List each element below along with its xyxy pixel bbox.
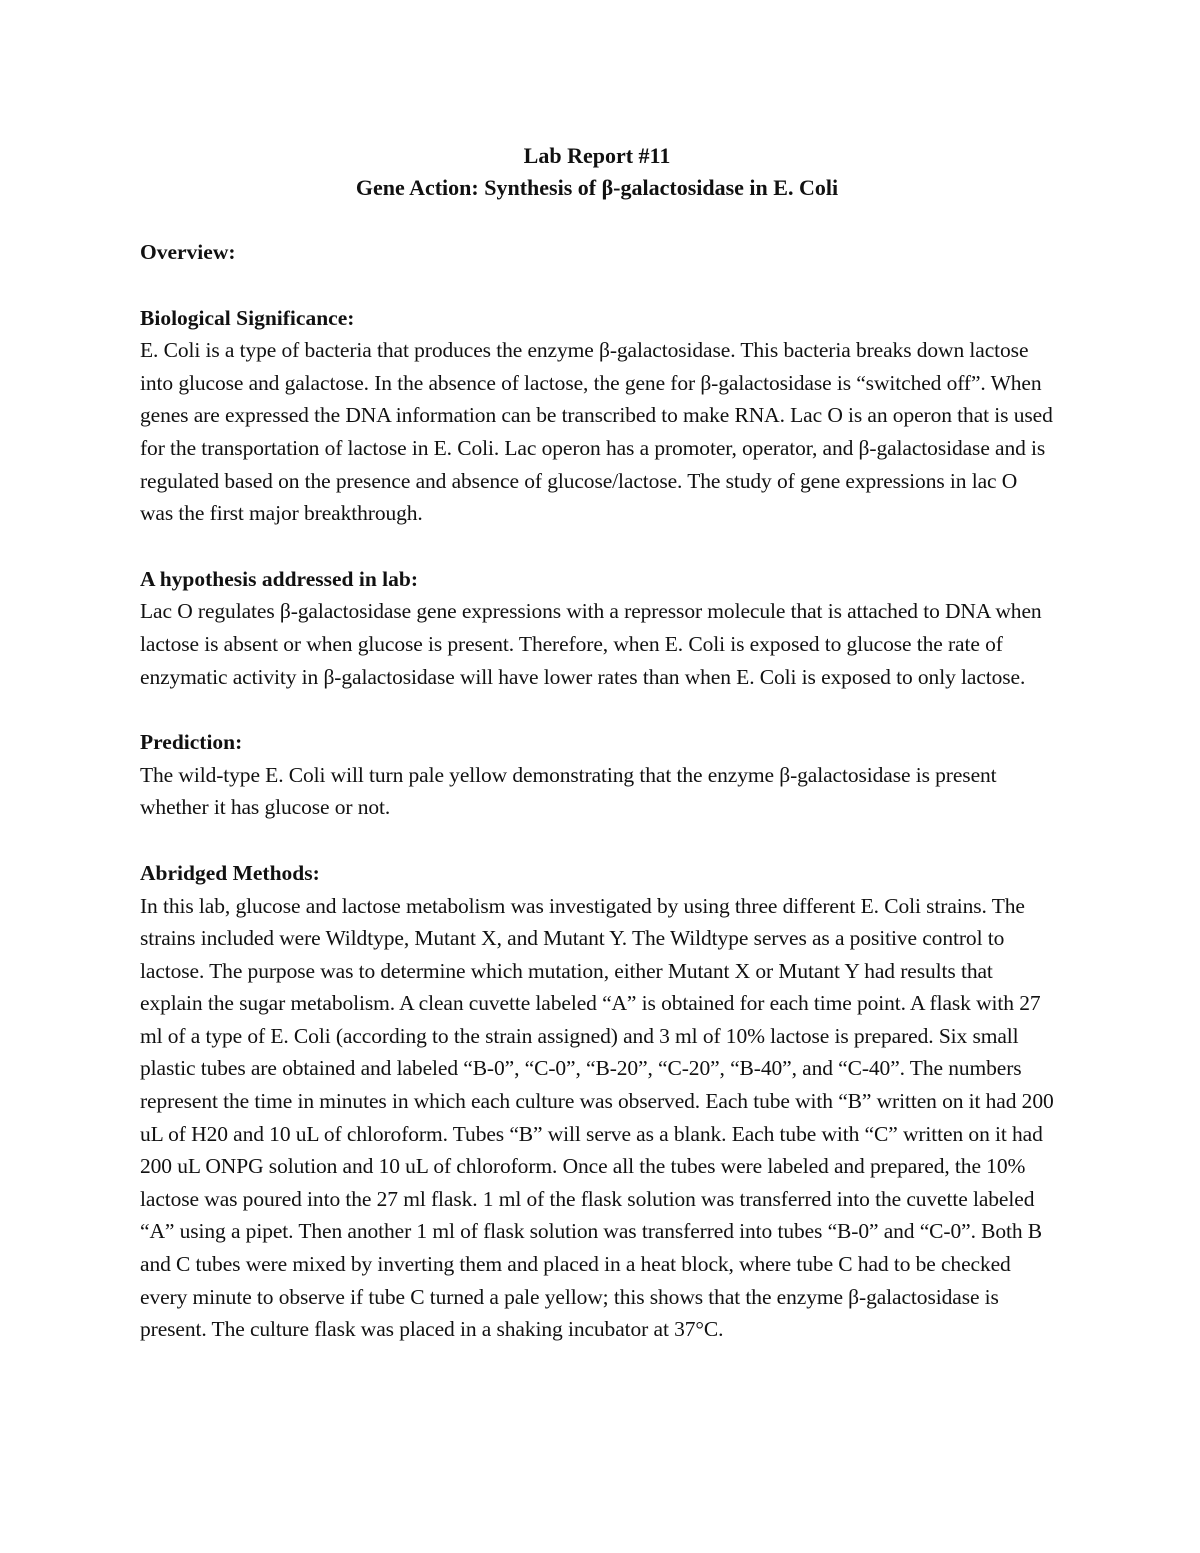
section-body-biological-significance: E. Coli is a type of bacteria that produces the enzyme β-galactosidase. This bacteria breaks down lactose into glucose and galactose. In the absence of lactose, the gene for β-galactosidase is “switched off”. When genes are expressed the DNA information can be transcribed to make RNA. Lac O is an operon that is used for the transportation of lactose in E. Coli. Lac operon has a promoter, operator, and β-galactosidase and is regulated based on the presence and absence of glucose/lactose. The study of gene expressions in lac O was the first major breakthrough.	[140, 338, 1053, 526]
section-heading-abridged-methods: Abridged Methods:	[140, 860, 320, 885]
section-abridged-methods	[140, 857, 1054, 1346]
section-heading-hypothesis: A hypothesis addressed in lab:	[140, 566, 418, 591]
section-body-prediction: The wild-type E. Coli will turn pale yellow demonstrating that the enzyme β-galactosidase is present whether it has glucose or not.	[140, 762, 997, 820]
section-body-abridged-methods: In this lab, glucose and lactose metabolism was investigated by using three different E. Coli strains. The strains included were Wildtype, Mutant X, and Mutant Y. The Wildtype serves as a positive control to lactose. The purpose was to determine which mutation, either Mutant X or Mutant Y had results that explain the sugar metabolism. A clean cuvette labeled “A” is obtained for each time point. A flask with 27 ml of a type of E. Coli (according to the strain assigned) and 3 ml of 10% lactose is prepared. Six small plastic tubes are obtained and labeled “B-0”, “C-0”, “B-20”, “C-20”, “B-40”, and “C-40”. The numbers represent the time in minutes in which each culture was observed. Each tube with “B” written on it had 200 uL of H20 and 10 uL of chloroform. Tubes “B” will serve as a blank. Each tube with “C” written on it had 200 uL ONPG solution and 10 uL of chloroform. Once all the tubes were labeled and prepared, the 10% lactose was poured into the 27 ml flask. 1 ml of the flask solution was transferred into the cuvette labeled “A” using a pipet. Then another 1 ml of flask solution was transferred into tubes “B-0” and “C-0”. Both B and C tubes were mixed by inverting them and placed in a heat block, where tube C had to be checked every minute to observe if tube C turned a pale yellow; this shows that the enzyme β-galactosidase is present. The culture flask was placed in a shaking incubator at 37°C.	[140, 893, 1054, 1342]
section-heading-overview: Overview:	[140, 240, 236, 264]
section-biological-significance	[140, 302, 1054, 530]
section-hypothesis	[140, 563, 1054, 693]
section-overview	[140, 236, 1054, 269]
section-body-hypothesis: Lac O regulates β-galactosidase gene expressions with a repressor molecule that is attached to DNA when lactose is absent or when glucose is present. Therefore, when E. Coli is exposed to glucose the rate of enzymatic activity in β-galactosidase will have lower rates than when E. Coli is exposed to only lactose.	[140, 599, 1042, 689]
report-subtitle: Gene Action: Synthesis of β-galactosidase in E. Coli	[355, 175, 839, 200]
section-heading-biological-significance: Biological Significance:	[140, 305, 355, 330]
report-title: Lab Report #11	[523, 143, 671, 168]
section-heading-prediction: Prediction:	[140, 730, 243, 755]
section-prediction	[140, 726, 1054, 824]
